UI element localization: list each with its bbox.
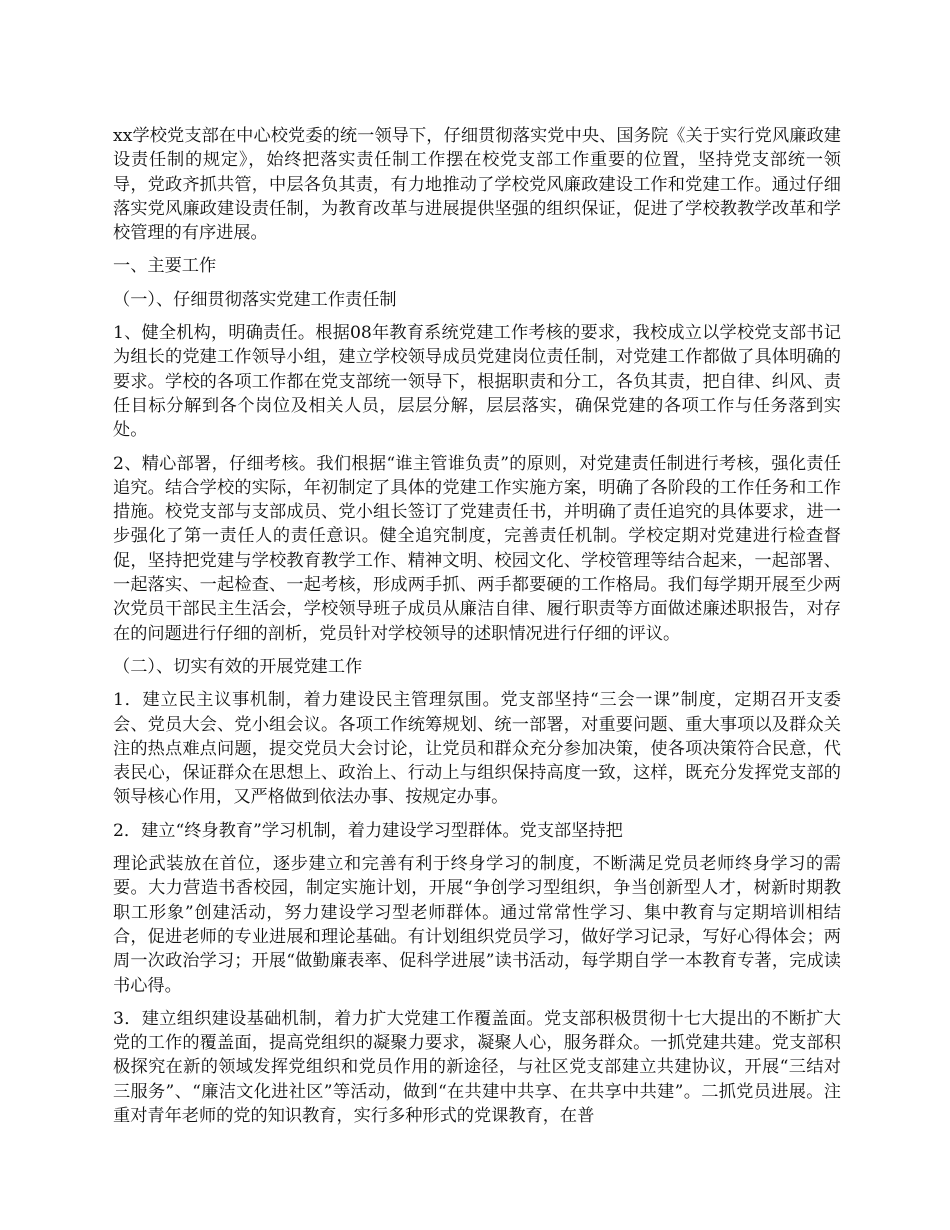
paragraph-mechanism-1: 1．建立民主议事机制，着力建设民主管理氛围。党支部坚持“三会一课”制度，定期召开支委会、党员大会、党小组会议。各项工作统筹规划、统一部署，对重要问题、重大事项以及群众关注的热点难点问题，提交党员大会讨论，让党员和群众充分参加决策，使各项决策符合民意，代表民心，保证群众在思想上、政治上、行动上与组织保持高度一致，这样，既充分发挥党支部的领导核心作用，又严格做到依法办事、按规定办事。 (113, 690, 841, 808)
subsection-heading-1: （一）、仔细贯彻落实党建工作责任制 (113, 289, 397, 310)
subsection-heading-2: （二）、切实有效的开展党建工作 (113, 656, 363, 677)
section-heading-main-work: 一、主要工作 (113, 256, 217, 277)
paragraph-item-2: 2、精心部署，仔细考核。我们根据“谁主管谁负责”的原则，对党建责任制进行考核，强化责任追究。结合学校的实际，年初制定了具体的党建工作实施方案，明确了各阶段的工作任务和工作措施。校党支部与支部成员、党小组长签订了党建责任书，并明确了责任追究的具体要求，进一步强化了第一责任人的责任意识。健全追究制度，完善责任机制。学校定期对党建进行检查督促，坚持把党建与学校教育教学工作、精神文明、校园文化、学校管理等结合起来，一起部署、一起落实、一起检查、一起考核，形成两手抓、两手都要硬的工作格局。我们每学期开展至少两次党员干部民主生活会，学校领导班子成员从廉洁自律、履行职责等方面做述廉述职报告，对存在的问题进行仔细的剖析，党员针对学校领导的述职情况进行仔细的评议。 (113, 453, 841, 644)
intro-paragraph: xx学校党支部在中心校党委的统一领导下，仔细贯彻落实党中央、国务院《关于实行党风廉政建设责任制的规定》，始终把落实责任制工作摆在校党支部工作重要的位置，坚持党支部统一领导，党政齐抓共管，中层各负其责，有力地推动了学校党风廉政建设工作和党建工作。通过仔细落实党风廉政建设责任制，为教育改革与进展提供坚强的组织保证，促进了学校教教学改革和学校管理的有序进展。 (113, 126, 841, 244)
paragraph-item-1: 1、健全机构，明确责任。根据08年教育系统党建工作考核的要求，我校成立以学校党支部书记为组长的党建工作领导小组，建立学校领导成员党建岗位责任制，对党建工作都做了具体明确的要求。学校的各项工作都在党支部统一领导下，根据职责和分工，各负其责，把自律、纠风、责任目标分解到各个岗位及相关人员，层层分解，层层落实，确保党建的各项工作与任务落到实处。 (113, 323, 841, 441)
document-body (113, 124, 841, 1137)
paragraph-mechanism-3: 3．建立组织建设基础机制，着力扩大党建工作覆盖面。党支部积极贯彻十七大提出的不断扩大党的工作的覆盖面，提高党组织的凝聚力要求，凝聚人心，服务群众。一抓党建共建。党支部积极探究在新的领域发挥党组织和党员作用的新途径，与社区党支部建立共建协议，开展“三结对三服务”、“廉洁文化进社区”等活动，做到“在共建中共享、在共享中共建”。二抓党员进展。注重对青年老师的党的知识教育，实行多种形式的党课教育，在普 (113, 1008, 841, 1126)
paragraph-mechanism-2-continued: 理论武装放在首位，逐步建立和完善有利于终身学习的制度，不断满足党员老师终身学习的需要。大力营造书香校园，制定实施计划，开展“争创学习型组织，争当创新型人才，树新时期教职工形象”创建活动，努力建设学习型老师群体。通过常常性学习、集中教育与定期培训相结合，促进老师的专业进展和理论基础。有计划组织党员学习，做好学习记录，写好心得体会；两周一次政治学习；开展“做勤廉表率、促科学进展”读书活动，每学期自学一本教育专著，完成读书心得。 (113, 854, 841, 996)
paragraph-mechanism-2: 2．建立“终身教育”学习机制，着力建设学习型群体。党支部坚持把 (113, 820, 623, 841)
